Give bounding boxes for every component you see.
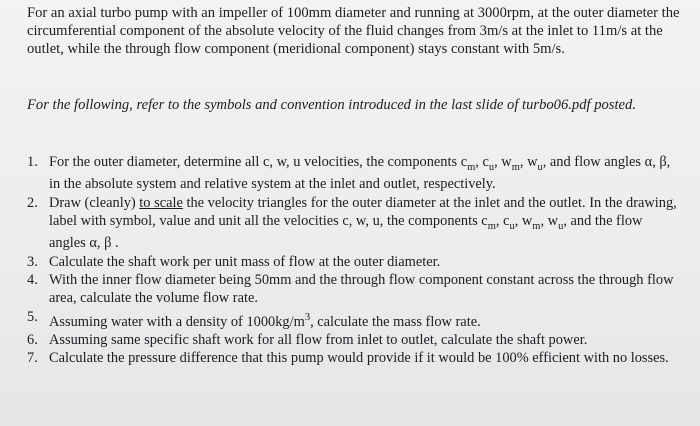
task-text: Draw (cleanly) xyxy=(49,195,140,212)
list-item xyxy=(27,332,677,350)
subscript: m xyxy=(467,161,476,173)
task-list xyxy=(27,154,677,369)
task-text: , and flow angles α, β, in the absolute system and relative system at the inlet and outlet, respectively. xyxy=(49,154,671,193)
task-text: , w xyxy=(540,212,559,229)
task-text: the velocity triangles for the outer diameter at the inlet and the outlet. In the drawing, label with symbol, value and unit all the velocities c, w, u, the components c xyxy=(49,195,677,229)
subscript: u xyxy=(488,161,495,173)
task-text: Calculate the pressure difference that this pump would provide if it would be 100% efficient with no losses. xyxy=(49,350,669,367)
subscript: m xyxy=(487,220,496,232)
task-text: Calculate the shaft work per unit mass of flow at the outer diameter. xyxy=(49,253,441,270)
item-number: 7. xyxy=(27,350,38,367)
instruction-note: For the following, refer to the symbols and convention introduced in the last slide of turbo06.pdf posted. xyxy=(27,97,636,113)
task-text: For the outer diameter, determine all c, w, u velocities, the components c xyxy=(49,154,468,170)
list-item xyxy=(27,272,677,307)
list-item xyxy=(27,350,677,368)
subscript: u xyxy=(537,161,543,173)
item-number: 4. xyxy=(27,272,38,289)
list-item xyxy=(27,154,677,194)
task-text: , c xyxy=(495,212,510,229)
list-item xyxy=(27,309,677,331)
task-text: , and the flow angles α, β . xyxy=(49,212,643,252)
task-text: , w xyxy=(514,212,533,229)
task-text: With the inner flow diameter being 50mm and the through flow component constant across the through flow area, calculate the volume flow rate. xyxy=(49,272,674,306)
task-text: , w xyxy=(494,154,512,170)
subscript: m xyxy=(532,220,541,232)
item-number: 3. xyxy=(27,253,38,270)
list-item xyxy=(27,254,677,272)
superscript: 3 xyxy=(304,311,311,323)
item-number: 5. xyxy=(27,308,38,325)
underlined-text: to scale xyxy=(139,195,183,212)
subscript: u xyxy=(509,220,515,232)
subscript: u xyxy=(558,220,564,232)
subscript: m xyxy=(511,161,520,173)
task-text: , w xyxy=(519,154,538,170)
task-text: , c xyxy=(475,154,489,170)
task-text: , calculate the mass flow rate. xyxy=(310,313,481,330)
list-item xyxy=(27,195,677,253)
task-text: Assuming same specific shaft work for all flow from inlet to outlet, calculate the shaft power. xyxy=(49,331,588,348)
item-number: 1. xyxy=(27,154,38,170)
problem-statement: For an axial turbo pump with an impeller of 100mm diameter and running at 3000rpm, at the outer diameter the circumferential component of the absolute velocity of the fluid changes from 3m/s at the inlet to 11m/s at the outlet, while the through flow component (meridional component) stays constant with 5m/s. xyxy=(27,5,680,58)
item-number: 2. xyxy=(27,195,38,212)
task-text: Assuming water with a density of 1000kg/m xyxy=(49,313,305,330)
item-number: 6. xyxy=(27,331,38,348)
